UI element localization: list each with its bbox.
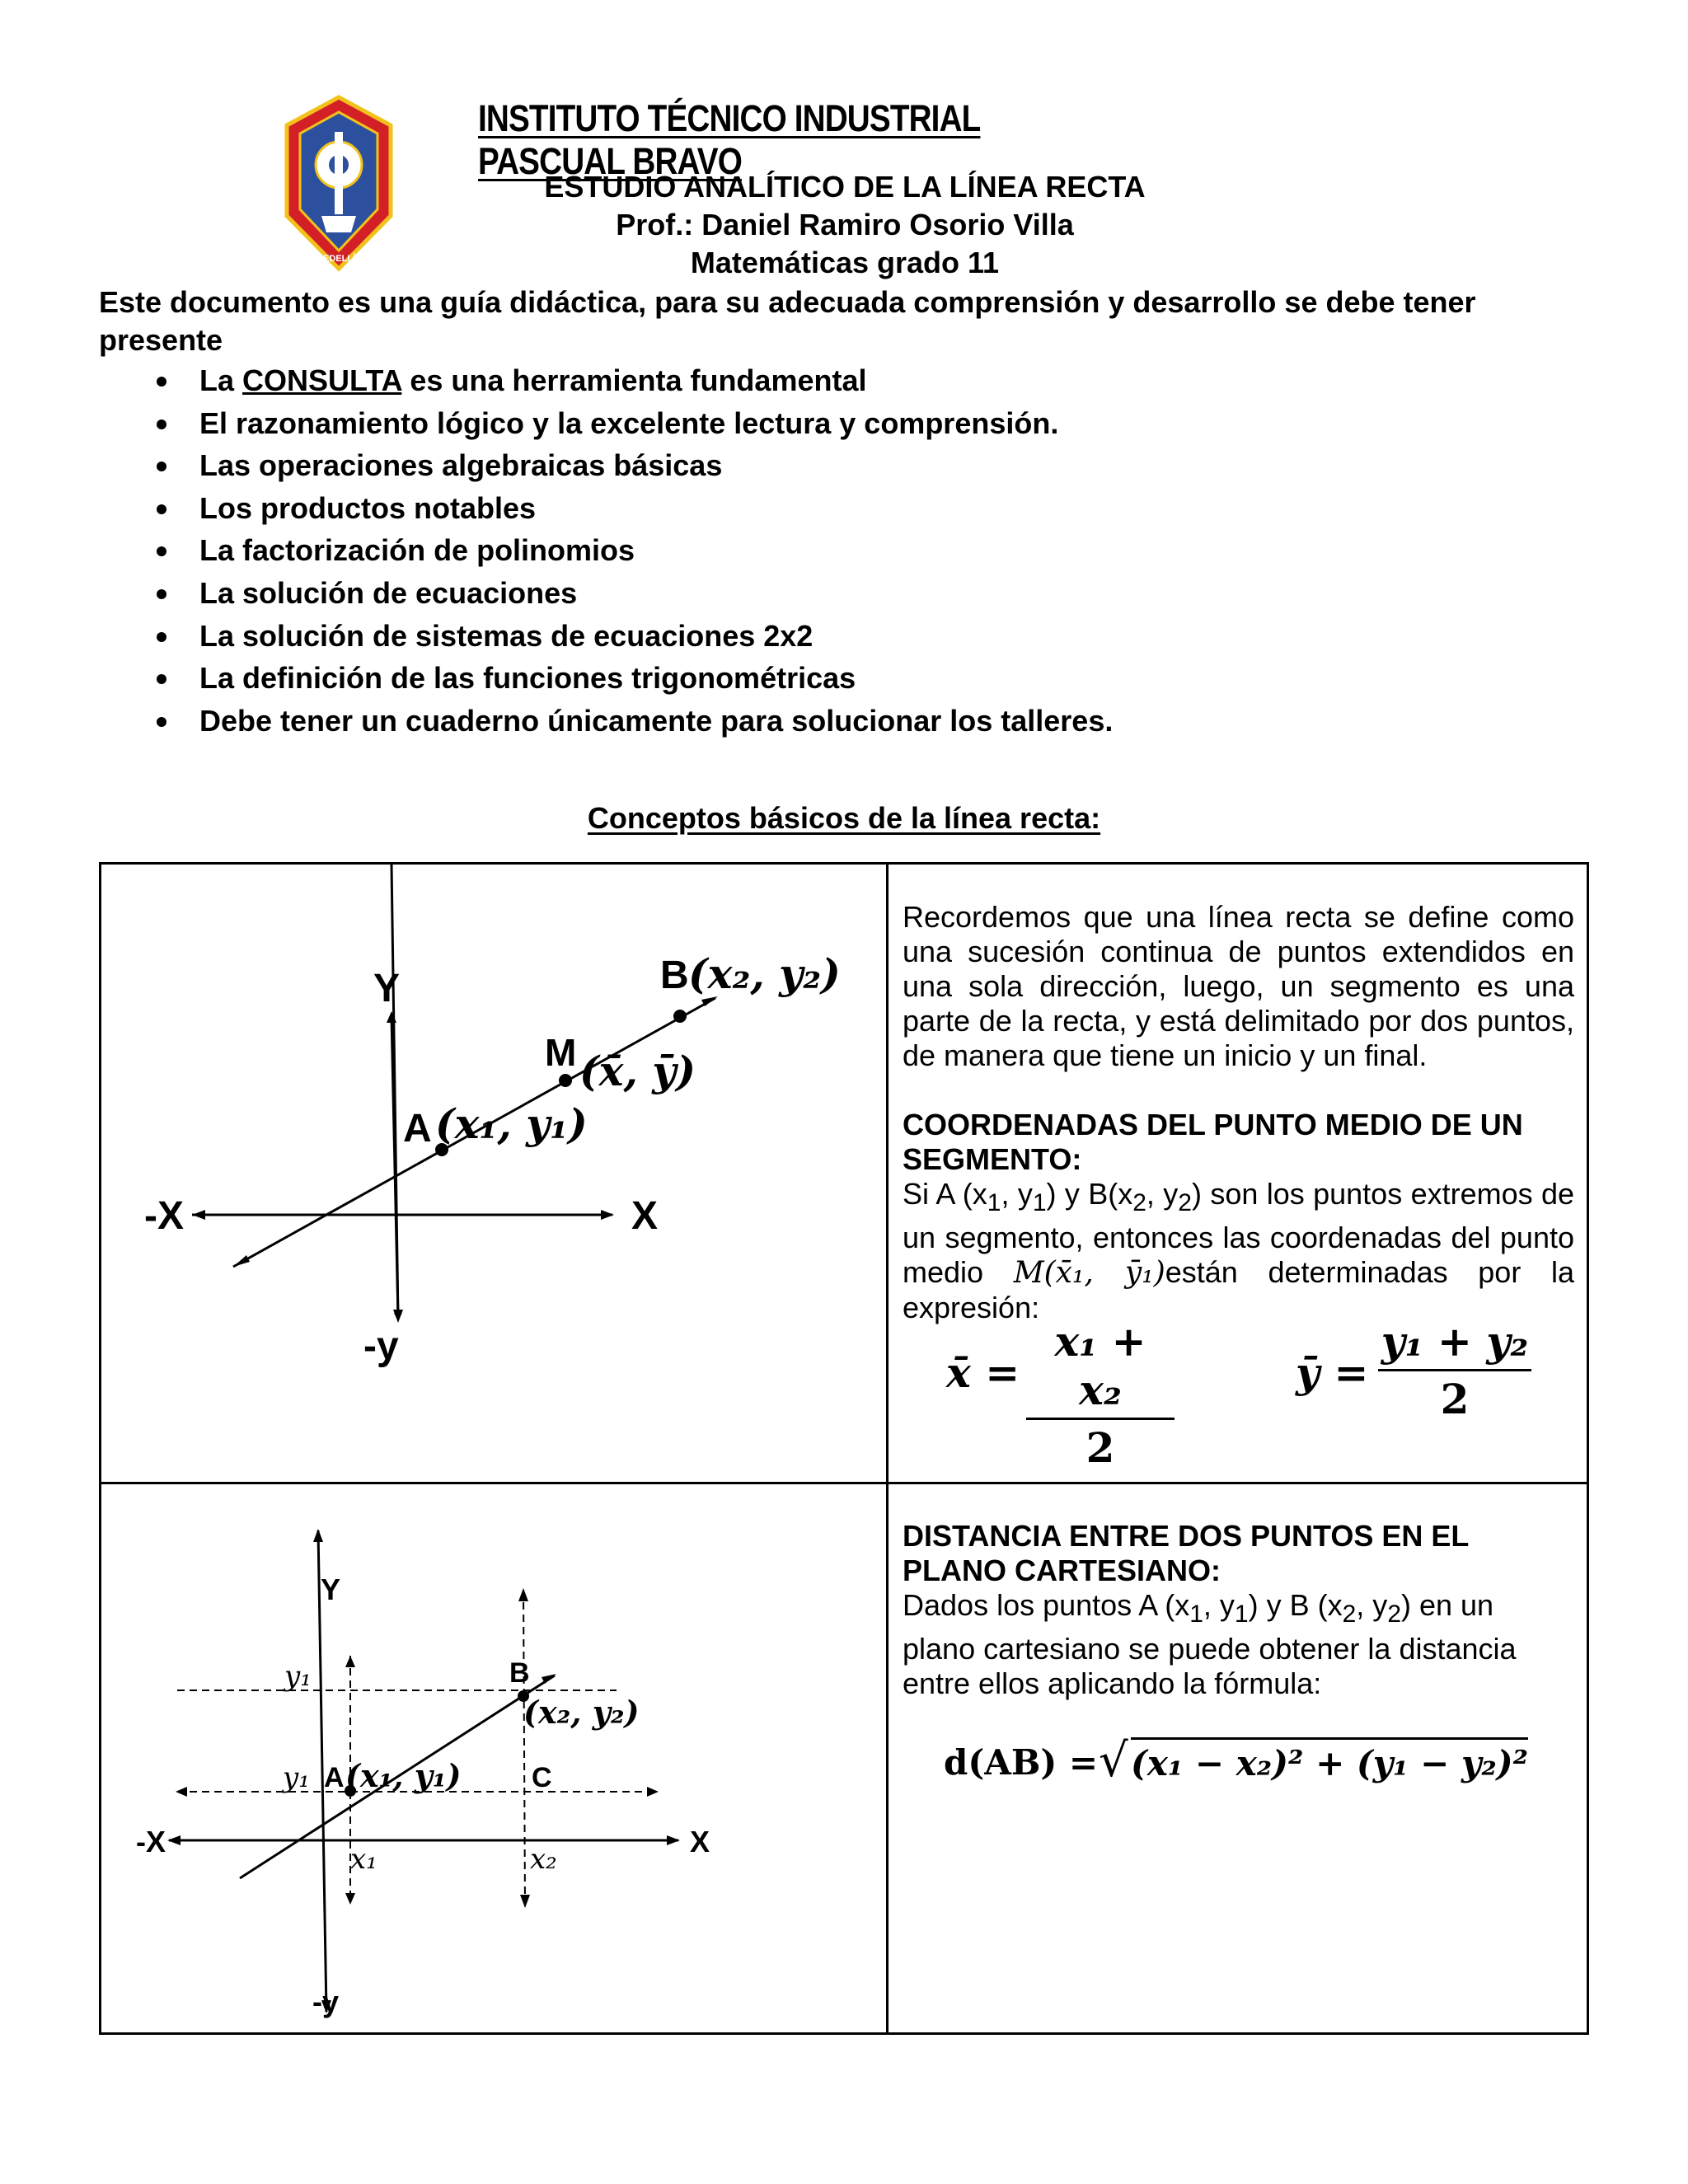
table-border-bottom — [99, 2032, 1589, 2035]
logo-bottom-text: MEDELLÍN — [315, 254, 363, 264]
school-logo — [280, 92, 397, 274]
requirements-list — [0, 359, 1688, 742]
midpoint-figure — [101, 865, 886, 1482]
y-axis-label: Y — [373, 967, 401, 1010]
consulta-underlined: CONSULTA — [242, 363, 402, 397]
intro-paragraph: Este documento es una guía didáctica, para su adecuada comprensión y desarrollo se debe tener presente — [99, 285, 1476, 357]
line-definition-paragraph: Recordemos que una línea recta se define como una sucesión continua de puntos extendidos en una sola dirección, luego, un segmento es una parte de la recta, y está delimitado por dos puntos, de manera que tiene un inicio y un final. — [903, 900, 1574, 1072]
x-axis-label: X — [631, 1194, 659, 1238]
distance-formula-radicand: (x₁ − x₂)² + (y₁ − y₂)² — [1131, 1737, 1528, 1783]
point-b-label: B — [509, 1657, 530, 1689]
neg-y-axis-label: -y — [363, 1324, 399, 1368]
point-a-coord: (x₁, y₁) — [435, 1099, 588, 1148]
course-name: Matemáticas grado 11 — [690, 246, 1000, 279]
neg-x-axis-label: -X — [144, 1194, 184, 1238]
formula-x-fraction: x₁ + x₂ 2 — [1026, 1317, 1175, 1472]
y1-mid-label: y₁ — [283, 1761, 310, 1794]
list-item: La solución de sistemas de ecuaciones 2x2 — [0, 615, 1688, 658]
institution-title: INSTITUTO TÉCNICO INDUSTRIAL PASCUAL BRAVO — [478, 97, 981, 182]
y1-top-label: y₁ — [284, 1660, 312, 1693]
point-m-dot — [559, 1074, 572, 1087]
midpoint-notation: M(x̄₁, ȳ₁) — [1013, 1256, 1165, 1291]
section-title: Conceptos básicos de la línea recta: — [587, 801, 1101, 835]
point-a-label: A — [403, 1107, 432, 1151]
point-a-label: A — [324, 1762, 345, 1793]
point-b-dot — [673, 1010, 687, 1023]
point-a-coord: (x₁, y₁) — [345, 1757, 462, 1794]
list-item: Las operaciones algebraicas básicas — [0, 444, 1688, 487]
distance-figure — [101, 1484, 886, 2032]
y-axis-label: Y — [321, 1572, 341, 1606]
point-c-label: C — [532, 1762, 552, 1793]
table-border-right — [1587, 862, 1589, 2035]
teacher-name: Prof.: Daniel Ramiro Osorio Villa — [616, 208, 1074, 241]
point-m-coord: (x̄, ȳ) — [579, 1047, 696, 1095]
point-b-label: B — [660, 954, 689, 997]
list-item: Debe tener un cuaderno únicamente para solucionar los talleres. — [0, 700, 1688, 743]
x1-label: x₁ — [350, 1843, 377, 1876]
document-subtitle: ESTUDIO ANALÍTICO DE LA LÍNEA RECTA — [544, 170, 1146, 204]
midpoint-description: Si A ($x_1$, $y_1$) y $B(x_2$, $y_2$) son los puntos extremos de un segmento, entonces las coordenadas del punto medio M(x̄₁, ȳ₁)están determinadas por la expresión: — [903, 1177, 1575, 1325]
table-column-divider — [886, 862, 889, 2035]
point-m-label: M — [545, 1031, 577, 1074]
neg-x-axis-label: -X — [136, 1825, 166, 1858]
formula-y-lhs: ȳ = — [1296, 1348, 1369, 1397]
formula-y-fraction: y₁ + y₂ 2 — [1378, 1317, 1531, 1423]
list-item: La solución de ecuaciones — [0, 572, 1688, 615]
list-item: Los productos notables — [0, 487, 1688, 530]
formula-x-lhs: x̄ = — [946, 1348, 1020, 1397]
midpoint-heading: COORDENADAS DEL PUNTO MEDIO DE UN SEGMENTO: — [903, 1108, 1523, 1176]
point-b-coord: (x₂, y₂) — [688, 949, 841, 998]
x-axis-label: X — [690, 1825, 710, 1858]
list-item: La factorización de polinomios — [0, 529, 1688, 572]
list-item: La definición de las funciones trigonométricas — [0, 657, 1688, 700]
x2-label: x₂ — [530, 1843, 557, 1876]
sqrt-icon: √ — [1099, 1734, 1128, 1788]
distance-formula-lhs: d(AB) = — [944, 1742, 1099, 1783]
neg-y-axis-label: -y — [312, 1985, 340, 2018]
distance-heading: DISTANCIA ENTRE DOS PUNTOS EN EL PLANO CARTESIANO: — [903, 1519, 1469, 1587]
distance-description: Dados los puntos A ($x_1$, $y_1$) y B ($x_2$, $y_2$) en un plano cartesiano se puede obtener la distancia entre ellos aplicando la fórmula: — [903, 1588, 1517, 1701]
point-b-coord: (x₂, y₂) — [523, 1694, 640, 1731]
list-item: La CONSULTA es una herramienta fundamental — [0, 359, 1688, 402]
list-item: El razonamiento lógico y la excelente lectura y comprensión. — [0, 402, 1688, 445]
